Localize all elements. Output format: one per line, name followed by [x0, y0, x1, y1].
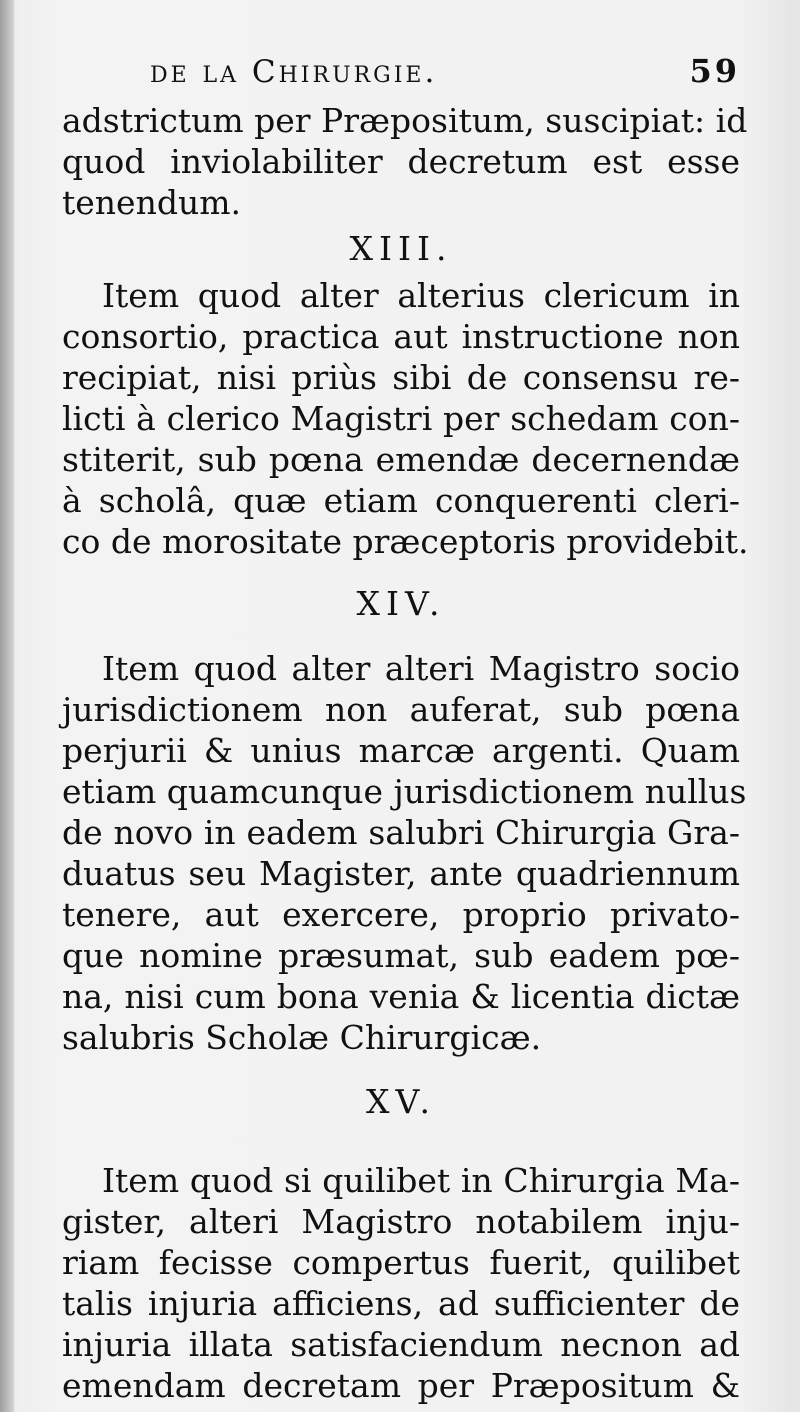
text-line: perjurii & unius marcæ argenti. Quam	[62, 731, 740, 770]
section-paragraph-xv	[62, 1160, 740, 1406]
text-line: Item quod si quilibet in Chirurgia Ma-	[102, 1161, 740, 1200]
text-line: riam fecisse compertus fuerit, quilibet	[62, 1243, 740, 1282]
text-line: recipiat, nisi priùs sibi de consensu re-	[62, 358, 740, 397]
text-line: de novo in eadem salubri Chirurgia Gra-	[62, 813, 740, 852]
section-paragraph-xiii	[62, 275, 749, 562]
text-line: consortio, practica aut instructione non	[62, 317, 740, 356]
running-head	[62, 50, 740, 100]
text-line: licti à clerico Magistri per schedam con-	[62, 399, 740, 438]
section-heading-xv: XV.	[365, 1082, 437, 1121]
running-head-title: de la Chirurgie.	[150, 54, 438, 90]
section-paragraph-xiv	[62, 648, 747, 1058]
text-line: gister, alteri Magistro notabilem inju-	[62, 1202, 740, 1241]
text-line: tenere, aut exercere, proprio privato-	[62, 895, 740, 934]
text-line: co de morositate præceptoris providebit.	[62, 522, 749, 561]
text-line: Item quod alter alterius clericum in	[102, 276, 740, 315]
text-line: na, nisi cum bona venia & licentia dictæ	[62, 977, 740, 1016]
continuation-paragraph	[62, 100, 748, 223]
page-number: 59	[689, 52, 740, 90]
text-line: emendam decretam per Præpositum &	[62, 1366, 740, 1405]
text-line: tenendum.	[62, 183, 241, 222]
text-line: etiam quamcunque jurisdictionem nullus	[62, 772, 747, 811]
text-line: à scholâ, quæ etiam conquerenti cleri-	[62, 481, 740, 520]
text-line: injuria illata satisfaciendum necnon ad	[62, 1325, 740, 1364]
text-line: jurisdictionem non auferat, sub pœna	[62, 690, 740, 729]
text-line: stiterit, sub pœna emendæ decernendæ	[62, 440, 740, 479]
text-line: salubris Scholæ Chirurgicæ.	[62, 1018, 542, 1057]
text-line: que nomine præsumat, sub eadem pœ-	[62, 936, 740, 975]
text-line: adstrictum per Præpositum, suscipiat: id	[62, 101, 748, 140]
section-heading-xiv: XIV.	[356, 584, 446, 623]
text-line: duatus seu Magister, ante quadriennum	[62, 854, 740, 893]
text-line: talis injuria afficiens, ad sufficienter de	[62, 1284, 740, 1323]
text-line: Item quod alter alteri Magistro socio	[102, 649, 740, 688]
text-line: quod inviolabiliter decretum est esse	[62, 142, 740, 181]
section-heading-xiii: XIII.	[349, 229, 453, 268]
page-gutter	[0, 0, 14, 1412]
